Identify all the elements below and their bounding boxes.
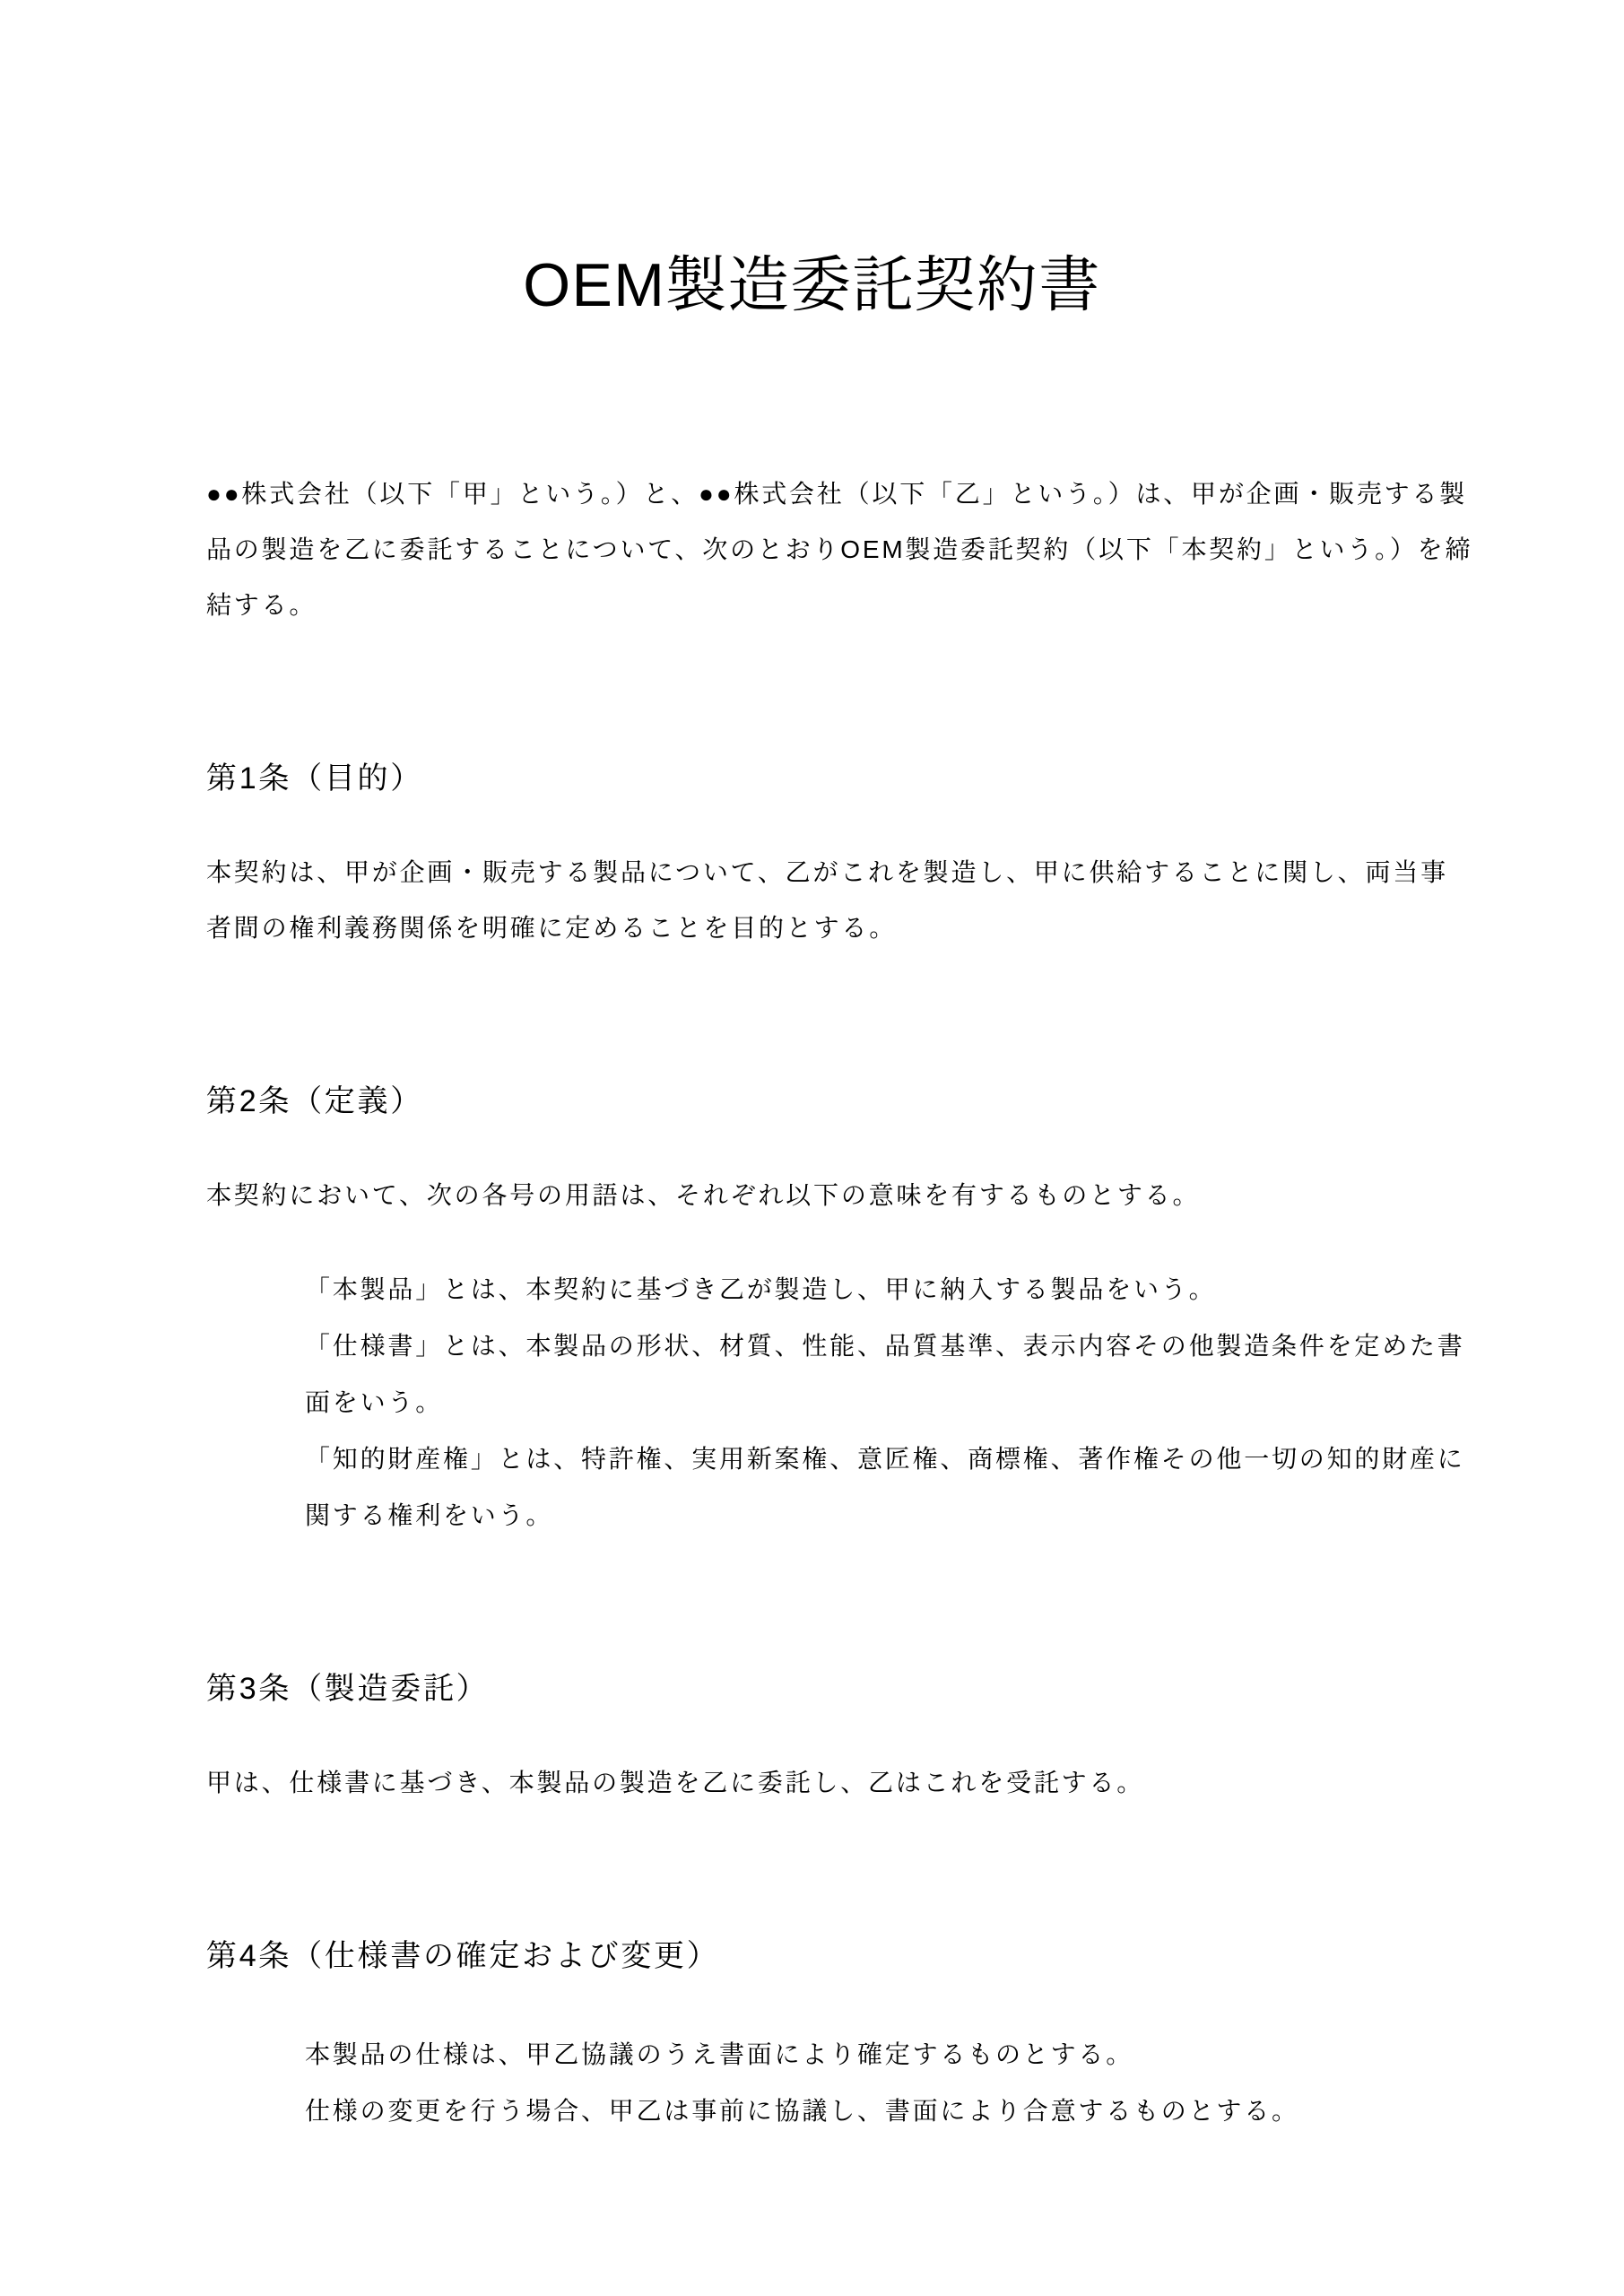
article-4-heading: 第4条（仕様書の確定および変更） [206, 1939, 720, 1974]
article-3-heading: 第3条（製造委託） [206, 1671, 490, 1706]
article-4 [0, 1936, 1624, 2139]
clause-item-spec-change: 仕様の変更を行う場合、甲乙は事前に協議し、書面により合意するものとする。 [305, 2097, 1299, 2126]
article-3-body: 甲は、仕様書に基づき、本製品の製造を乙に委託し、乙はこれを受託する。 [206, 1769, 1145, 1797]
article-2-definition-list [305, 1261, 1473, 1544]
article-1-body: 本契約は、甲が企画・販売する製品について、乙がこれを製造し、甲に供給することに関し、両当事者間の権利義務関係を明確に定めることを目的とする。 [206, 857, 1448, 942]
clause-item-spec-determination: 本製品の仕様は、甲乙協議のうえ書面により確定するものとする。 [305, 2040, 1134, 2069]
article-2-body: 本契約において、次の各号の用語は、それぞれ以下の意味を有するものとする。 [206, 1180, 1201, 1209]
definition-item-intellectual-property: 「知的財産権」とは、特許権、実用新案権、意匠権、商標権、著作権その他一切の知的財産に関する権利をいう。 [305, 1444, 1465, 1529]
article-2-heading: 第2条（定義） [206, 1083, 423, 1118]
document-title: OEM製造委託契約書 [523, 251, 1101, 319]
preamble-paragraph: ●●株式会社（以下「甲」という。）と、●●株式会社（以下「乙」という。）は、甲が企画・販売する製品の製造を乙に委託することについて、次のとおりOEM製造委託契約（以下「本契約」という。）を締結する。 [206, 479, 1473, 619]
article-4-clause-list [305, 2026, 1473, 2139]
article-1 [0, 759, 1624, 956]
definition-item-product: 「本製品」とは、本契約に基づき乙が製造し、甲に納入する製品をいう。 [305, 1274, 1217, 1303]
article-1-heading: 第1条（目的） [206, 761, 423, 796]
definition-item-specification: 「仕様書」とは、本製品の形状、材質、性能、品質基準、表示内容その他製造条件を定めた書面をいう。 [305, 1331, 1465, 1416]
article-3 [0, 1669, 1624, 1811]
article-2 [0, 1082, 1624, 1544]
